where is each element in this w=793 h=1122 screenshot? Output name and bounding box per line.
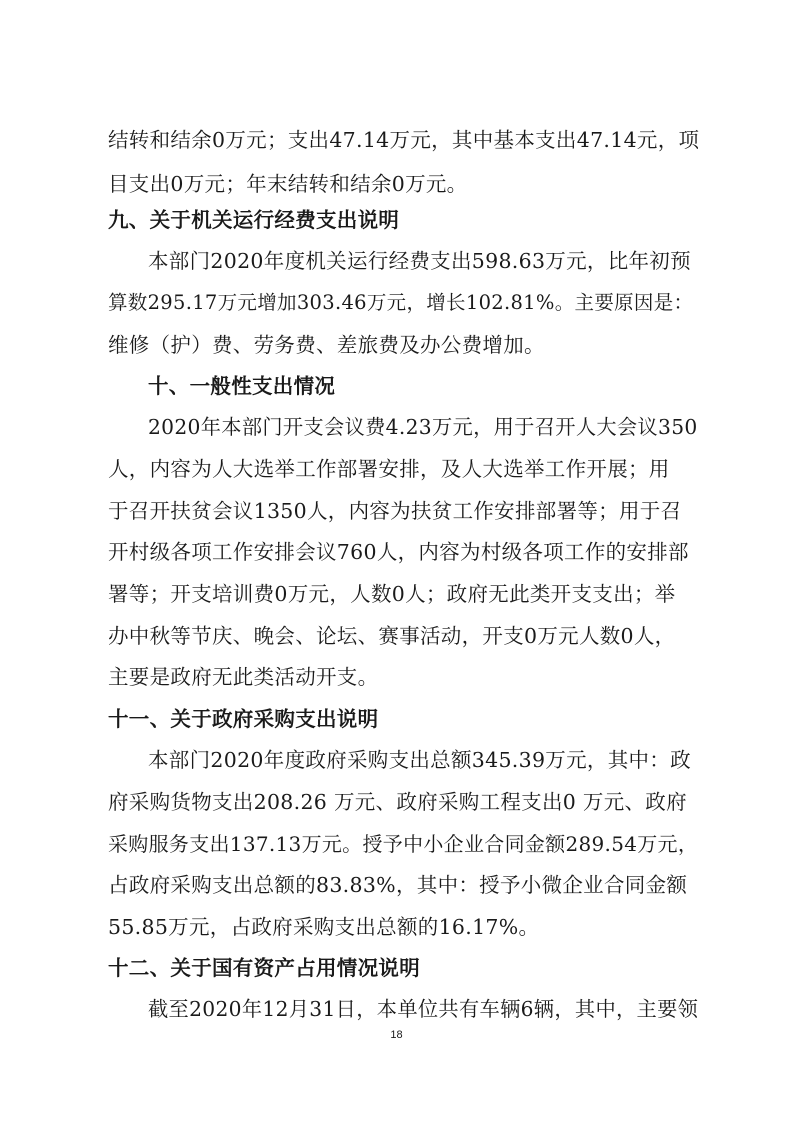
paragraph-line: 2020年本部门开支会议费4.23万元，用于召开人大会议350	[148, 415, 698, 439]
paragraph-line: 开村级各项工作安排会议760人，内容为村级各项工作的安排部	[108, 540, 689, 564]
paragraph-line: 结转和结余0万元；支出47.14万元，其中基本支出47.14元，项	[108, 128, 700, 152]
paragraph-line: 于召开扶贫会议1350人，内容为扶贫工作安排部署等；用于召	[108, 499, 682, 523]
page-number: 18	[390, 1029, 403, 1041]
paragraph-line: 署等；开支培训费0万元，人数0人；政府无此类开支支出；举	[108, 582, 676, 606]
paragraph-line: 算数295.17万元增加303.46万元，增长102.81%。主要原因是：	[108, 291, 694, 314]
paragraph-line: 采购服务支出137.13万元。授予中小企业合同金额289.54万元，	[108, 832, 699, 856]
paragraph-line: 占政府采购支出总额的83.83%，其中：授予小微企业合同金额	[108, 873, 688, 897]
paragraph-line: 办中秋等节庆、晚会、论坛、赛事活动，开支0万元人数0人，	[108, 624, 676, 648]
paragraph-line: 维修（护）费、劳务费、差旅费及办公费增加。	[108, 333, 545, 357]
section-heading: 九、关于机关运行经费支出说明	[108, 208, 400, 232]
paragraph-line: 人，内容为人大选举工作部署安排，及人大选举工作开展；用	[108, 457, 670, 481]
section-heading: 十二、关于国有资产占用情况说明	[108, 956, 420, 980]
paragraph-line: 本部门2020年度机关运行经费支出598.63万元，比年初预	[148, 249, 691, 273]
paragraph-line: 目支出0万元；年末结转和结余0万元。	[108, 172, 468, 196]
section-heading: 十、一般性支出情况	[148, 374, 336, 398]
paragraph-line: 府采购货物支出208.26 万元、政府采购工程支出0 万元、政府	[108, 790, 687, 814]
paragraph-line: 本部门2020年度政府采购支出总额345.39万元，其中：政	[148, 748, 691, 772]
section-heading: 十一、关于政府采购支出说明	[108, 707, 379, 731]
paragraph-line: 截至2020年12月31日，本单位共有车辆6辆，其中，主要领	[148, 997, 699, 1021]
paragraph-line: 主要是政府无此类活动开支。	[108, 665, 379, 689]
paragraph-line: 55.85万元，占政府采购支出总额的16.17%。	[108, 915, 540, 939]
